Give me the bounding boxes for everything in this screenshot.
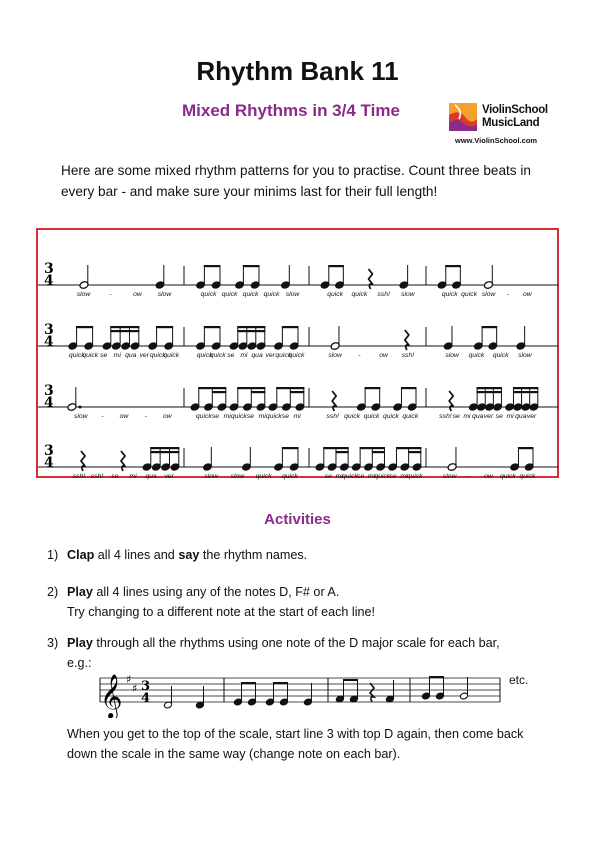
crotchet-rest <box>449 391 453 411</box>
rhythm-syllable: ver <box>265 352 275 359</box>
rhythm-syllable: quick <box>149 352 166 359</box>
rhythm-syllable: ssh! <box>401 352 415 359</box>
beam <box>513 391 538 393</box>
beam <box>328 265 344 267</box>
beam <box>282 326 299 328</box>
rhythm-syllable: mi <box>258 413 266 420</box>
rhythm-syllable: se <box>324 473 332 480</box>
logo-line2: MusicLand <box>482 117 540 129</box>
beam <box>445 265 461 267</box>
rhythm-syllable: quick <box>255 473 272 480</box>
rhythm-syllable: quick <box>492 352 509 359</box>
rhythm-syllable: qua <box>125 352 137 359</box>
rhythm-line-staff <box>38 305 561 355</box>
beam <box>76 326 93 328</box>
rhythm-syllable: - <box>109 291 112 298</box>
activity-phrase: through all the rhythms using one note of the D major scale for each bar, <box>92 636 500 650</box>
activity-number: 2) <box>47 585 59 599</box>
rhythm-syllable: quick <box>499 473 516 480</box>
beam <box>408 451 421 453</box>
activity-line <box>67 633 557 653</box>
rhythm-syllable: quick <box>288 352 305 359</box>
time-sig-bottom: 4 <box>141 691 151 706</box>
rhythm-syllable: slow <box>445 352 459 359</box>
rhythm-syllable: - <box>467 473 471 480</box>
beam <box>110 330 139 332</box>
beam <box>401 387 417 389</box>
rhythm-line-staff <box>38 426 561 476</box>
crotchet-rest <box>405 330 409 350</box>
beam <box>513 387 538 389</box>
beam <box>204 326 221 328</box>
rhythm-syllable: ssh! <box>326 413 339 420</box>
bold-word: Play <box>67 585 93 599</box>
rhythm-line <box>38 426 561 480</box>
crotchet-rest <box>369 269 373 289</box>
beam <box>110 326 139 328</box>
activity-text <box>67 545 557 565</box>
bold-word: Play <box>67 636 93 650</box>
rhythm-syllable: slow <box>328 352 342 359</box>
time-sig-bottom: 4 <box>44 455 54 471</box>
logo-line1: ViolinSchool <box>482 104 548 116</box>
rhythm-line <box>38 244 561 298</box>
beam <box>150 451 179 453</box>
rhythm-syllable: ver <box>139 352 149 359</box>
beam <box>477 387 502 389</box>
rhythm-syllable: se <box>357 473 365 480</box>
closing-text: When you get to the top of the scale, start line 3 with top D again, then come back down the scale in the same way (change note on each bar). <box>67 727 524 761</box>
rhythm-syllable: quick <box>402 413 419 420</box>
beam <box>237 387 265 389</box>
beam <box>212 391 227 393</box>
rhythm-syllable: se <box>211 413 220 420</box>
rhythm-syllable: se <box>452 413 460 420</box>
beam <box>365 387 381 389</box>
crotchet-rest <box>332 391 336 411</box>
rhythm-syllable: quick <box>221 291 238 298</box>
logo-mark-icon <box>449 103 477 131</box>
rhythm-syllable: mi <box>113 352 121 359</box>
beam <box>360 447 385 449</box>
rhythm-syllable: slow <box>230 473 245 480</box>
rhythm-syllable: quick <box>242 291 259 298</box>
rhythm-syllable: quick <box>275 352 292 359</box>
sharp-icon: ♯ <box>126 673 132 686</box>
bold-word: Clap <box>67 548 95 562</box>
rhythm-line <box>38 305 561 359</box>
time-sig-bottom: 4 <box>44 273 54 289</box>
time-sig-bottom: 4 <box>44 395 54 411</box>
page-title: Rhythm Bank 11 <box>196 56 399 86</box>
rhythm-syllable: - <box>101 413 104 420</box>
rhythm-line-staff <box>38 366 561 416</box>
rhythm-syllable: ow <box>119 413 129 420</box>
beam <box>156 326 173 328</box>
beam <box>241 682 256 684</box>
rhythm-syllable: slow <box>157 291 172 298</box>
beam <box>150 447 179 449</box>
rhythm-syllable: slow <box>401 291 415 298</box>
activity-phrase: all 4 lines and <box>94 548 179 562</box>
beam <box>335 451 348 453</box>
crotchet-rest <box>121 451 125 471</box>
time-sig-top: 3 <box>44 261 54 277</box>
rhythm-syllable: mi <box>506 413 514 420</box>
page-subtitle: Mixed Rhythms in 3/4 Time <box>182 101 400 120</box>
rhythm-syllable: quick <box>382 413 399 420</box>
beam <box>429 676 444 678</box>
rhythm-syllable: slow <box>481 291 496 298</box>
rhythm-syllable: mi <box>129 473 137 480</box>
rhythm-syllable: quick <box>344 413 361 420</box>
rhythm-syllable: qua <box>515 413 527 420</box>
beam <box>290 391 305 393</box>
sharp-icon: ♯ <box>132 682 138 695</box>
time-sig-top: 3 <box>44 383 54 399</box>
rhythm-syllable: quick <box>327 291 344 298</box>
rhythm-syllable: quick <box>163 352 180 359</box>
rhythm-syllable: quick <box>82 352 99 359</box>
time-sig-top: 3 <box>44 322 54 338</box>
dot <box>79 406 82 409</box>
intro-text: Here are some mixed rhythm patterns for you to practise. Count three beats in every bar - and make sure your minims last for their full length! <box>61 163 531 199</box>
beam <box>396 447 421 449</box>
activity-line <box>67 582 557 602</box>
beam <box>343 679 358 681</box>
time-sig-top: 3 <box>44 443 54 459</box>
beam <box>237 326 265 328</box>
rhythm-line <box>38 366 561 420</box>
beam <box>273 682 288 684</box>
rhythm-syllable: ver <box>483 413 494 420</box>
rhythm-syllable: ver <box>526 413 537 420</box>
example-staff <box>90 668 510 718</box>
rhythm-syllable: slow <box>73 413 88 420</box>
rhythm-syllable: quick <box>461 291 478 298</box>
time-sig-bottom: 4 <box>44 334 54 350</box>
beam <box>276 387 304 389</box>
beam <box>482 326 498 328</box>
treble-clef-icon: 𝄞 <box>100 674 123 718</box>
activity-number: 3) <box>47 636 59 650</box>
rhythm-syllable: mi <box>293 413 301 420</box>
rhythm-syllable: mi <box>463 413 471 420</box>
rhythm-syllable: se <box>495 413 503 420</box>
activity-phrase: the rhythm names. <box>199 548 308 562</box>
rhythm-syllable: - <box>506 291 510 298</box>
rhythm-syllable: slow <box>285 291 300 298</box>
rhythm-syllable: slow <box>442 473 457 480</box>
rhythm-line-staff <box>38 244 561 294</box>
rhythm-syllable: ssh! <box>72 473 86 480</box>
rhythm-syllable: se <box>281 413 290 420</box>
rhythm-syllable: mi <box>223 413 231 420</box>
rhythm-syllable: quick <box>230 413 247 420</box>
rhythm-syllable: slow <box>518 352 532 359</box>
rhythm-syllable: quick <box>406 473 423 480</box>
rhythm-syllable: se <box>111 473 119 480</box>
beam <box>204 265 221 267</box>
rhythm-syllable: se <box>246 413 255 420</box>
rhythm-syllable: quick <box>263 291 280 298</box>
beam <box>477 391 502 393</box>
rhythm-syllable: ssh! <box>90 473 104 480</box>
rhythm-syllable: se <box>227 352 235 359</box>
rhythm-syllable: ow <box>379 352 388 359</box>
rhythm-syllable: quick <box>351 291 368 298</box>
time-sig-top: 3 <box>141 679 151 694</box>
rhythm-syllable: quick <box>196 352 213 359</box>
activity-number: 1) <box>47 548 59 562</box>
beam <box>372 451 385 453</box>
rhythm-syllable: ow <box>133 291 142 298</box>
activity-line-2: e.g.: <box>67 656 92 670</box>
rhythm-syllable: quick <box>342 473 358 480</box>
rhythm-syllable: quick <box>265 413 282 420</box>
rhythm-syllable: ow <box>522 291 532 298</box>
etc-text: etc. <box>509 673 529 687</box>
beam <box>323 447 348 449</box>
beam <box>198 387 226 389</box>
beam <box>282 447 299 449</box>
rhythm-syllable: ssh! <box>377 291 390 298</box>
rhythm-syllable: quick <box>441 291 458 298</box>
beam <box>237 330 265 332</box>
rhythm-syllable: quick <box>468 352 485 359</box>
logo[interactable] <box>449 103 559 147</box>
beam <box>251 391 265 393</box>
activity-phrase: all 4 lines using any of the notes D, F# or A. <box>92 585 340 599</box>
rhythm-syllable: mi <box>400 473 408 480</box>
logo-text <box>482 104 548 130</box>
rhythm-syllable: slow <box>204 473 218 480</box>
rhythm-syllable: mi <box>335 473 343 480</box>
rhythm-syllable: quick <box>374 473 391 480</box>
rhythm-syllable: quick <box>200 291 217 298</box>
rhythm-syllable: mi <box>367 473 376 480</box>
rhythm-box <box>36 228 559 478</box>
rhythm-syllable: se <box>100 352 108 359</box>
rhythm-syllable: quick <box>209 352 226 359</box>
bold-word: say <box>178 548 200 562</box>
rhythm-syllable: - <box>358 352 361 359</box>
rhythm-syllable: quick <box>68 352 85 359</box>
rhythm-syllable: mi <box>240 352 248 359</box>
crotchet-rest <box>81 451 85 471</box>
beam <box>243 265 260 267</box>
crotchet-rest <box>370 683 374 702</box>
rhythm-syllable: quick <box>281 473 298 480</box>
rhythm-syllable: qua <box>251 352 263 359</box>
rhythm-syllable: slow <box>76 291 91 298</box>
rhythm-syllable: qua <box>145 473 157 480</box>
logo-url[interactable]: www.ViolinSchool.com <box>455 136 538 145</box>
beam <box>518 447 534 449</box>
activity-text <box>67 633 557 673</box>
rhythm-syllable: qua <box>472 413 484 420</box>
rhythm-syllable: ver <box>164 473 174 480</box>
rhythm-syllable: quick <box>519 473 536 480</box>
activity-text <box>67 582 557 622</box>
rhythm-syllable: - <box>144 413 147 420</box>
activities-heading: Activities <box>264 511 331 528</box>
rhythm-syllable: se <box>389 473 397 480</box>
activity-line-2: Try changing to a different note at the start of each line! <box>67 605 376 619</box>
rhythm-syllable: ow <box>162 413 172 420</box>
rhythm-syllable: ow <box>484 473 493 480</box>
rhythm-syllable: ssh! <box>439 413 452 420</box>
rhythm-syllable: quick <box>363 413 380 420</box>
rhythm-syllable: quick <box>195 413 212 420</box>
